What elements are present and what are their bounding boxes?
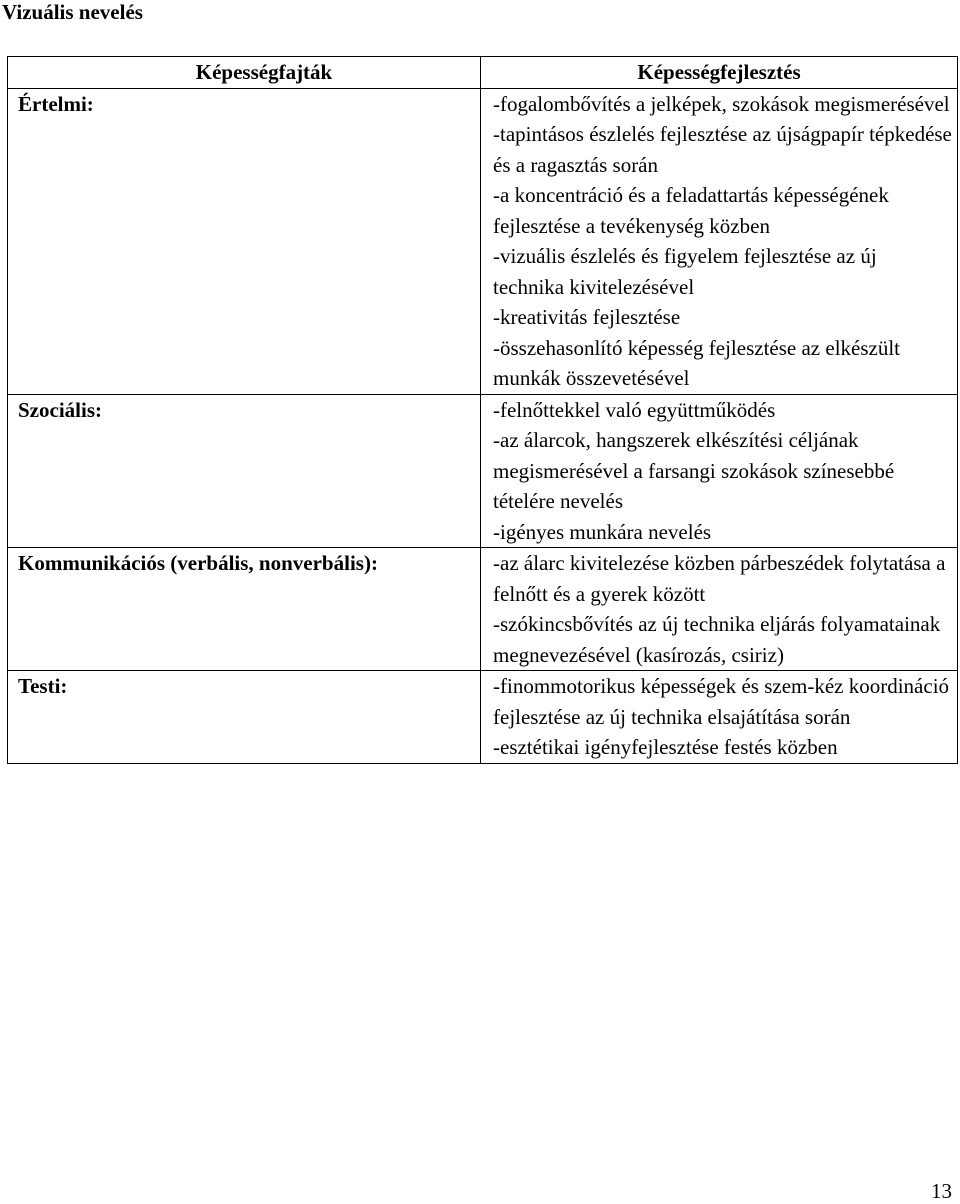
list-item: -igényes munkára nevelés [493,519,712,544]
list-item: -szókincsbővítés az új technika eljárás folyamatainak megnevezésével (kasírozás, csiriz) [493,612,941,667]
items-cell-physical [481,671,958,764]
list-item: -finommotorikus képességek és szem-kéz koordináció fejlesztése az új technika elsajátítása során [493,674,950,729]
table-row [8,394,958,548]
list-item: -a koncentráció és a feladattartás képességének fejlesztése a tevékenység közben [493,183,889,238]
document-heading: Vizuális nevelés [2,0,143,24]
list-item: -vizuális észlelés és figyelem fejlesztése az új technika kivitelezésével [493,244,877,299]
table-header-row [8,57,958,89]
category-cell-social: Szociális: [8,394,481,548]
category-cell-intellectual: Értelmi: [8,88,481,394]
table-row [8,671,958,764]
items-cell-communication [481,548,958,671]
items-cell-intellectual [481,88,958,394]
list-item: -összehasonlító képesség fejlesztése az elkészült munkák összevetésével [493,335,901,390]
list-item: -esztétikai igényfejlesztése festés közben [493,735,838,759]
skills-table [7,56,958,764]
list-item: -az álarc kivitelezése közben párbeszédek folytatása a felnőtt és a gyerek között [493,551,946,606]
list-item: -felnőttekkel való együttműködés [493,397,776,422]
table-row [8,548,958,671]
list-item: -az álarcok, hangszerek elkészítési céljának megismerésével a farsangi szokások színesebbé tételére nevelés [493,428,895,513]
column-header-skill-types: Képességfajták [8,57,481,89]
column-header-skill-development: Képességfejlesztés [481,57,958,89]
items-cell-social [481,394,958,548]
category-cell-communication: Kommunikációs (verbális, nonverbális): [8,548,481,671]
list-item: -tapintásos észlelés fejlesztése az újságpapír tépkedése és a ragasztás során [493,122,952,177]
list-item: -kreativitás fejlesztése [493,305,681,329]
category-cell-physical: Testi: [8,671,481,764]
page-number: 13 [931,1179,952,1203]
list-item: -fogalombővítés a jelképek, szokások megismerésével [493,91,950,116]
table-row [8,88,958,394]
